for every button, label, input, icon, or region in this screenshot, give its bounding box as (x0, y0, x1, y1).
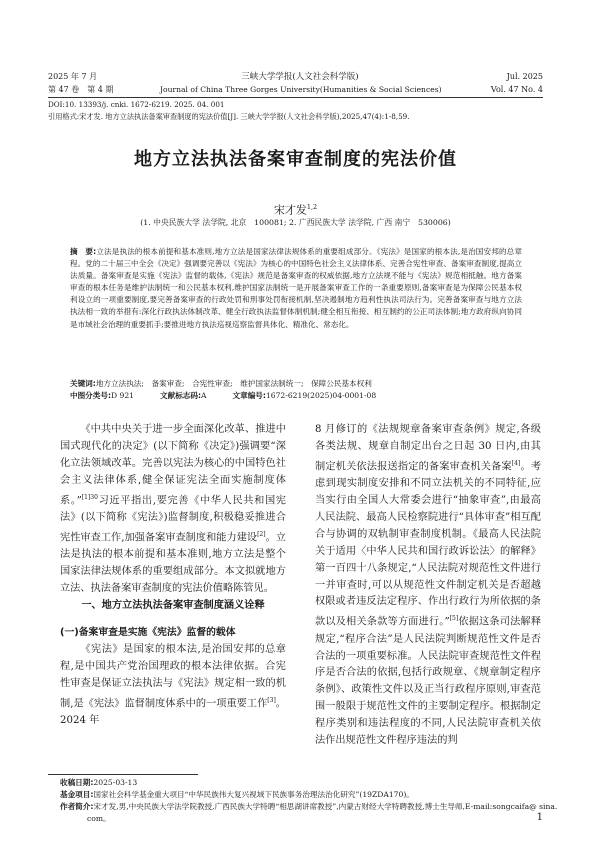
header-volume-cn: 第 47 卷 第 4 期 (48, 85, 114, 94)
abstract-text: 立法是执法的根本前提和基本准则,地方立法是国家法律法规体系的重要组成部分。《宪法》是国家的根本法,是治国安邦的总章程。党的二十届三中全会《决定》强调要完善以《宪法》为核心的中国特色社会主义法律体系、完善合宪性审查、备案审查制度,提高立法质量。备案审查是实施《宪法》监督的载体,《宪法》规范是备案审查的权威依据,地方立法规不能与《宪法》规范相抵触。地方备案审查的根本任务是维护法制统一和公民基本权利,维护国家法制统一是开展备案审查工作的一条重要原则,备案审查是为保障公民基本权利设立的一项重要制度,要完善备案审查的行政处罚和刑事处罚衔接机制,坚决遏制地方趋利性执法司法行为。完善备案审查与地方立法执法相一致的举措有:深化行政执法体制改革、健全行政执法监督体制机制;健全相互衔接、相互制约的公正司法体制;地方政府纵向协同是市域社会治理的重要抓手;要推进地方执法巡视巡察监督具体化、精准化、常态化。 (70, 247, 522, 329)
abstract (70, 246, 522, 331)
intro-paragraph-1: 《中共中央关于进一步全面深化改革、推进中国式现代化的决定》(以下简称《决定》)强调要“深化立法领域改革。完善以宪法为核心的中国特色社会主义法律体系,健全保证宪法全面实施制度体系。” (60, 424, 286, 507)
body-left-text-a: 《宪法》是国家的根本法,是治国安邦的总章程,是中国共产党治国理政的根本法律依据。合宪性审查是保证立法执法与《宪法》规定相一致的机制,是《宪法》监督制度体系中的一项重要工作 (60, 644, 286, 710)
article-number-value: 1672-6219(2025)04-0001-08 (265, 391, 377, 400)
author-bio-text: 宋才发,男,中央民族大学法学院教授,广西民族大学特聘“相思湖讲席教授”,内蒙古财经大学特聘教授,博士生导师,E-mail:songcaifa@ sina. com。 (87, 802, 558, 823)
body-right-text-a: 8 月修订的《法规规章备案审查条例》规定,各级各类法规、规章自制定出台之日起 30 日内,由其制定机关依法报送指定的备案审查机关备案 (315, 424, 541, 473)
author-line (48, 200, 543, 218)
intro-ref-2: [2] (257, 530, 266, 538)
author-affiliation: (1. 中央民族大学 法学院, 北京 100081; 2. 广西民族大学 法学院, 广西 南宁 530006) (140, 218, 451, 227)
body-left-bottom (60, 642, 286, 730)
body-right-ref-2: [5] (449, 615, 459, 623)
header-date-cn: 2025 年 7 月 (48, 72, 98, 81)
footnote-rule (48, 774, 198, 775)
header-volume-en: Vol. 47 No. 4 (490, 85, 543, 94)
body-right-ref-1: [4] (511, 459, 521, 467)
body-right-text-b: 。考虑到现实制度安排和不同立法机关的不同特征,应当实行由全国人大常委会进行“抽象审查”,由最高人民法院、最高人民检察院进行“具体审查”相互配合与协调的双轨制审查制度机制。《最高人民法院关于适用〈中华人民共和国行政诉讼法〉的解释》第一百四十八条规定,“人民法院对规范性文件进行一并审查时,可以从规范性文件制定机关是否超越权限或者违反法定程序、作出行政行为所依据的条款以及相关条款等方面进行。” (315, 461, 542, 628)
citation-line: 引用格式:宋才发. 地方立法执法备案审查制度的宪法价值[J]. 三峡大学学报(人文社会科学版),2025,47(4):1-8,59. (48, 112, 410, 121)
header-journal-cn: 三峡大学学报(人文社会科学版) (241, 72, 359, 82)
author-name: 宋才发 (273, 203, 307, 217)
intro-paragraph-3: 。立法是执法的根本前提和基本准则,地方立法是整个国家法律法规体系的重要组成部分。本文拟就地方立法、执法备案审查制度的宪法价值略陈管见。 (60, 532, 286, 594)
subsection-heading-1: (一)备案审查是实施《宪法》监督的载体 (60, 627, 236, 638)
article-title: 地方立法执法备案审查制度的宪法价值 (134, 149, 457, 170)
footnote-received (60, 777, 543, 789)
abstract-label: 摘 要: (70, 247, 97, 256)
body-left-ref: [3] (267, 696, 276, 704)
author-affiliation-marks: 1,2 (306, 203, 318, 211)
footnote-fund (60, 789, 570, 801)
article-number-label: 文章编号: (232, 391, 266, 400)
keywords-text: 地方立法执法; 备案审查; 合宪性审查; 维护国家法制统一; 保障公民基本权利 (95, 379, 372, 388)
classification-line (70, 390, 522, 402)
header-date-en: Jul. 2025 (506, 72, 543, 81)
keywords-label: 关键词: (70, 379, 96, 388)
body-right-column (315, 422, 541, 750)
footnote-author-bio (60, 801, 570, 824)
body-left-text-b: 。2024 年 (60, 698, 286, 727)
header-journal-en: Journal of China Three Gorges University(Humanities & Social Sciences) (160, 85, 442, 94)
clc-label: 中图分类号: (70, 391, 112, 400)
fund-text: 国家社会科学基金重大项目“中华民族伟大复兴视域下民族事务治理法治化研究”(19ZDA170)。 (93, 790, 414, 799)
received-label: 收稿日期: (60, 778, 94, 787)
body-right-text-c: 依据这条司法解释规定,“程序合法”是人民法院判断规范性文件是否合法的一项重要标准。人民法院审查规范性文件程序是否合法的依据,包括行政规章、《规章制定程序条例》、政策性文件以及正当行政程序原则,审查范围一般限于规范性文件的主要制定程序。根据制定程序类别和违法程度的不同,人民法院审查机关依法作出规范性文件程序违法的判 (315, 616, 542, 747)
body-left-intro (60, 422, 286, 598)
clc-value: D 921 (111, 391, 135, 400)
intro-ref-1: [1]30 (81, 493, 98, 501)
author-bio-label: 作者简介: (60, 802, 94, 811)
intro-paragraph-2: 习近平指出,要完善《中华人民共和国宪法》(以下简称《宪法》)监督制度,积极稳妥推进合宪性审查工作,加强备案审查制度和能力建设 (60, 495, 286, 544)
doi-line: DOI:10. 13393/j. cnki. 1672-6219. 2025. 04. 001 (48, 100, 225, 109)
header-rule (48, 97, 543, 98)
section-heading-1: 一、地方立法执法备案审查制度涵义诠释 (81, 600, 265, 611)
keywords (70, 378, 522, 390)
fund-label: 基金项目: (60, 790, 94, 799)
page-number: 1 (536, 812, 543, 823)
doc-code-value: A (201, 391, 207, 400)
doc-code-label: 文献标志码: (160, 391, 202, 400)
received-date: 2025-03-13 (93, 778, 138, 787)
